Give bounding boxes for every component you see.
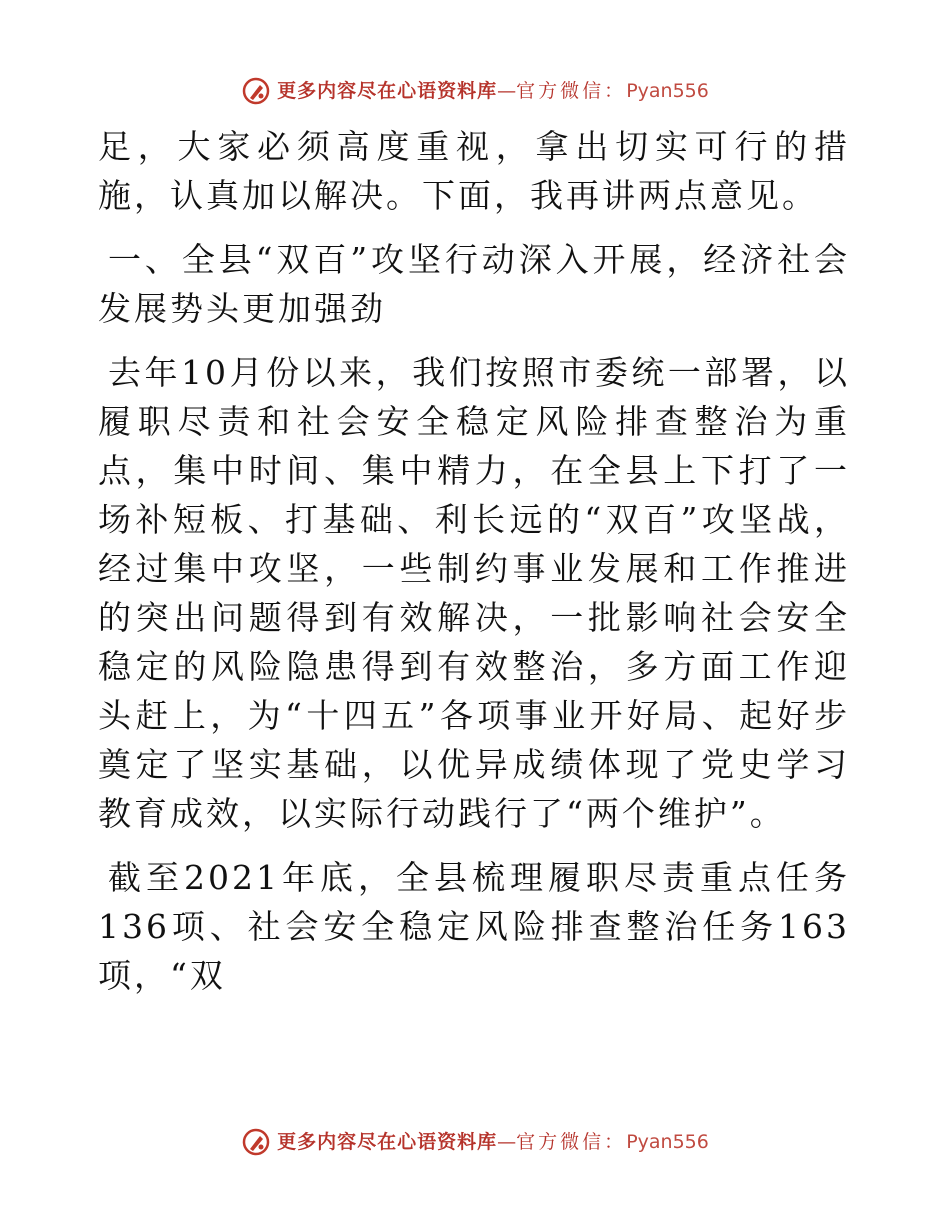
watermark-wechat-id: Pyan556 bbox=[626, 1131, 709, 1153]
watermark-dash: — bbox=[497, 80, 517, 102]
paragraph-statistics: 截至2021年底，全县梳理履职尽责重点任务136项、社会安全稳定风险排查整治任务163项，“双 bbox=[98, 858, 850, 995]
watermark-main-text: 更多内容尽在心语资料库 bbox=[277, 1131, 498, 1153]
watermark-wechat-id: Pyan556 bbox=[626, 80, 709, 102]
footer-watermark bbox=[0, 1127, 950, 1157]
paragraph-body: 去年10月份以来，我们按照市委统一部署，以履职尽责和社会安全稳定风险排查整治为重点，集中时间、集中精力，在全县上下打了一场补短板、打基础、利长远的“双百”攻坚战，经过集中攻坚，一些制约事业发展和工作推进的突出问题得到有效解决，一批影响社会安全稳定的风险隐患得到有效整治，多方面工作迎头赶上，为“十四五”各项事业开好局、起好步奠定了坚实基础，以优异成绩体现了党史学习教育成效，以实际行动践行了“两个维护”。 bbox=[98, 353, 850, 833]
watermark-dash: — bbox=[497, 1131, 517, 1153]
header-watermark bbox=[0, 76, 950, 106]
watermark-label: 官方微信： bbox=[516, 80, 627, 102]
paragraph-continuation: 足，大家必须高度重视，拿出切实可行的措施，认真加以解决。下面，我再讲两点意见。 bbox=[98, 127, 850, 215]
watermark-label: 官方微信： bbox=[516, 1131, 627, 1153]
pen-logo-icon bbox=[241, 1127, 271, 1157]
section-heading: 一、全县“双百”攻坚行动深入开展，经济社会发展势头更加强劲 bbox=[98, 240, 850, 328]
watermark-main-text: 更多内容尽在心语资料库 bbox=[277, 80, 498, 102]
document-body bbox=[98, 122, 850, 1015]
pen-logo-icon bbox=[241, 76, 271, 106]
